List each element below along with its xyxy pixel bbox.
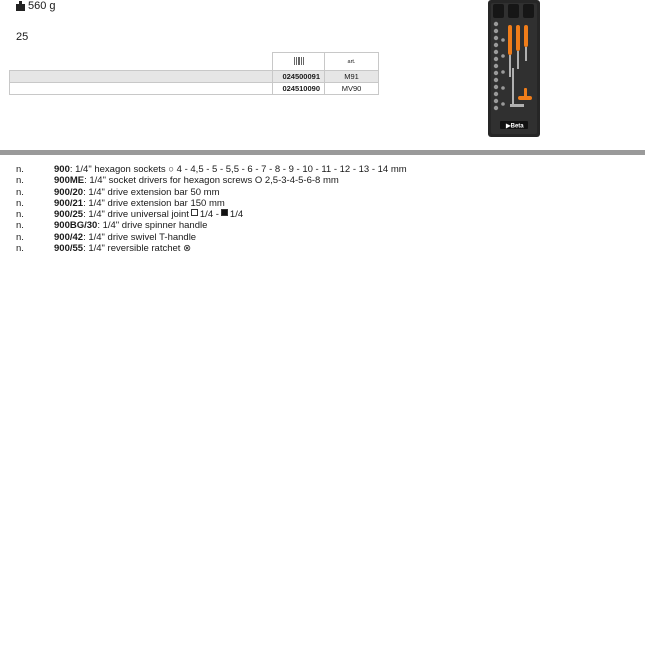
filled-square-icon: [221, 209, 228, 216]
tool-tray-image: [488, 0, 540, 137]
table-row: [10, 71, 379, 83]
section-divider: [0, 150, 645, 155]
weight-icon: [16, 1, 25, 11]
list-item: n. 900/20 : 1/4" drive extension bar 50 mm: [16, 186, 220, 198]
list-item: n. 900/21 : 1/4" drive extension bar 150 mm: [16, 197, 225, 209]
barcode-icon: [293, 57, 305, 65]
article-number: MV90: [325, 83, 379, 95]
art-header: art.: [325, 53, 379, 71]
brand-logo: ▶Beta: [506, 123, 524, 130]
code-header-icon-cell: [273, 53, 325, 71]
quantity-value: 25: [16, 31, 29, 43]
list-item: n. 900/25 : 1/4" drive universal joint 1/4 - 1/4: [16, 209, 244, 221]
table-row: [10, 83, 379, 95]
table-header-row: [10, 53, 379, 71]
product-code: 024500091: [273, 71, 325, 83]
product-code: 024510090: [273, 83, 325, 95]
list-item: n. 900/42 : 1/4" drive swivel T-handle: [16, 231, 197, 243]
weight-value: 560 g: [28, 0, 56, 12]
codes-table: [9, 52, 379, 95]
list-item: n. 900BG/30 : 1/4" drive spinner handle: [16, 220, 208, 232]
list-item: n. 900 : 1/4" hexagon sockets ○ 4 - 4,5 - 5 - 5,5 - 6 - 7 - 8 - 9 - 10 - 11 - 12 - 13 - 14 mm: [16, 164, 407, 175]
weight-info: [16, 0, 56, 12]
contents-list: [16, 164, 407, 254]
list-item: n. 900/55 : 1/4" reversible ratchet ⊗: [16, 243, 192, 255]
list-item: n. 900ME : 1/4" socket drivers for hexagon screws O 2,5-3-4-5-6-8 mm: [16, 175, 339, 187]
article-number: M91: [325, 71, 379, 83]
hollow-square-icon: [191, 209, 198, 216]
